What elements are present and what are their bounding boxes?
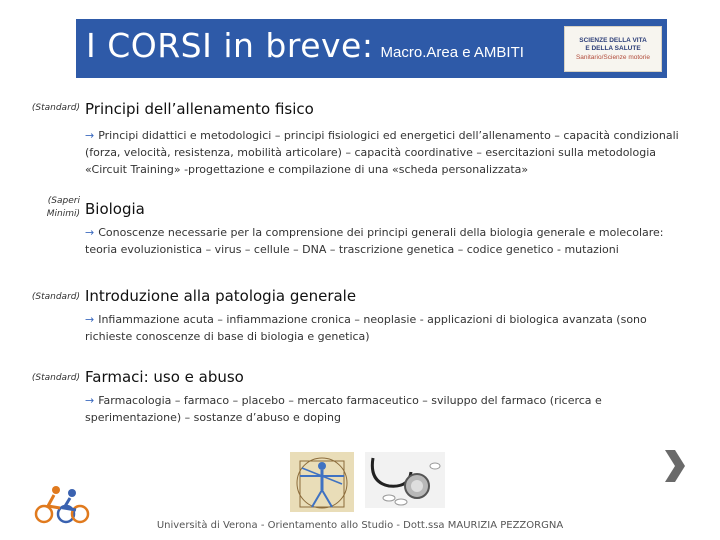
section-description (85, 224, 690, 258)
arrow-icon: → (85, 394, 95, 407)
cyclists-logo-icon (34, 484, 90, 524)
logo-line-2: E DELLA SALUTE (585, 45, 641, 52)
department-logo (564, 26, 662, 72)
section-tag: (Standard) (31, 103, 80, 113)
vitruvian-man-icon (290, 452, 354, 512)
arrow-icon: → (85, 226, 95, 239)
section-tag: (Saperi Minimi) (46, 196, 80, 219)
section-tag: (Standard) (31, 373, 80, 383)
description-text: Conoscenze necessarie per la comprensione dei principi generali della biologia generale e molecolare: teoria evoluzionistica – virus – cellule – DNA – trascrizione genetica – codice genetico - mutazioni (85, 226, 664, 256)
section-heading: Farmaci: uso e abuso (85, 368, 244, 386)
title-banner (76, 19, 667, 78)
chevron-right-icon[interactable] (663, 448, 687, 484)
section-heading: Introduzione alla patologia generale (85, 287, 357, 305)
section-description (85, 127, 690, 178)
section-tag: (Standard) (31, 292, 80, 302)
description-text: Principi didattici e metodologici – principi fisiologici ed energetici dell’allenamento – capacità condizionali (forza, velocità, resistenza, mobilità articolare) – capacità coordinative – esercitazioni sulla metodologia «Circuit Training» -progettazione e compilazione di una «scheda personalizzata» (85, 129, 679, 176)
logo-line-1: SCIENZE DELLA VITA (579, 37, 647, 44)
section-description (85, 311, 690, 345)
section-heading: Principi dell’allenamento fisico (85, 100, 314, 118)
arrow-icon: → (85, 313, 95, 326)
title-sub: Macro.Area e AMBITI (380, 44, 524, 61)
description-text: Infiammazione acuta – infiammazione cronica – neoplasie - applicazioni di biologica avanzata (sono richieste conoscenze di base di biologia e genetica) (85, 313, 647, 343)
stethoscope-pills-icon (365, 452, 445, 508)
logo-line-3: Sanitario/Scienze motorie (575, 54, 651, 61)
footer-text: Università di Verona - Orientamento allo Studio - Dott.ssa MAURIZIA PEZZORGNA (156, 520, 564, 531)
slide-title (86, 25, 524, 74)
description-text: Farmacologia – farmaco – placebo – mercato farmaceutico – sviluppo del farmaco (ricerca e sperimentazione) – sostanze d’abuso e doping (85, 394, 602, 424)
arrow-icon: → (85, 129, 95, 142)
section-heading: Biologia (85, 200, 145, 218)
title-main: I CORSI in breve: (86, 26, 374, 65)
section-description (85, 392, 690, 426)
